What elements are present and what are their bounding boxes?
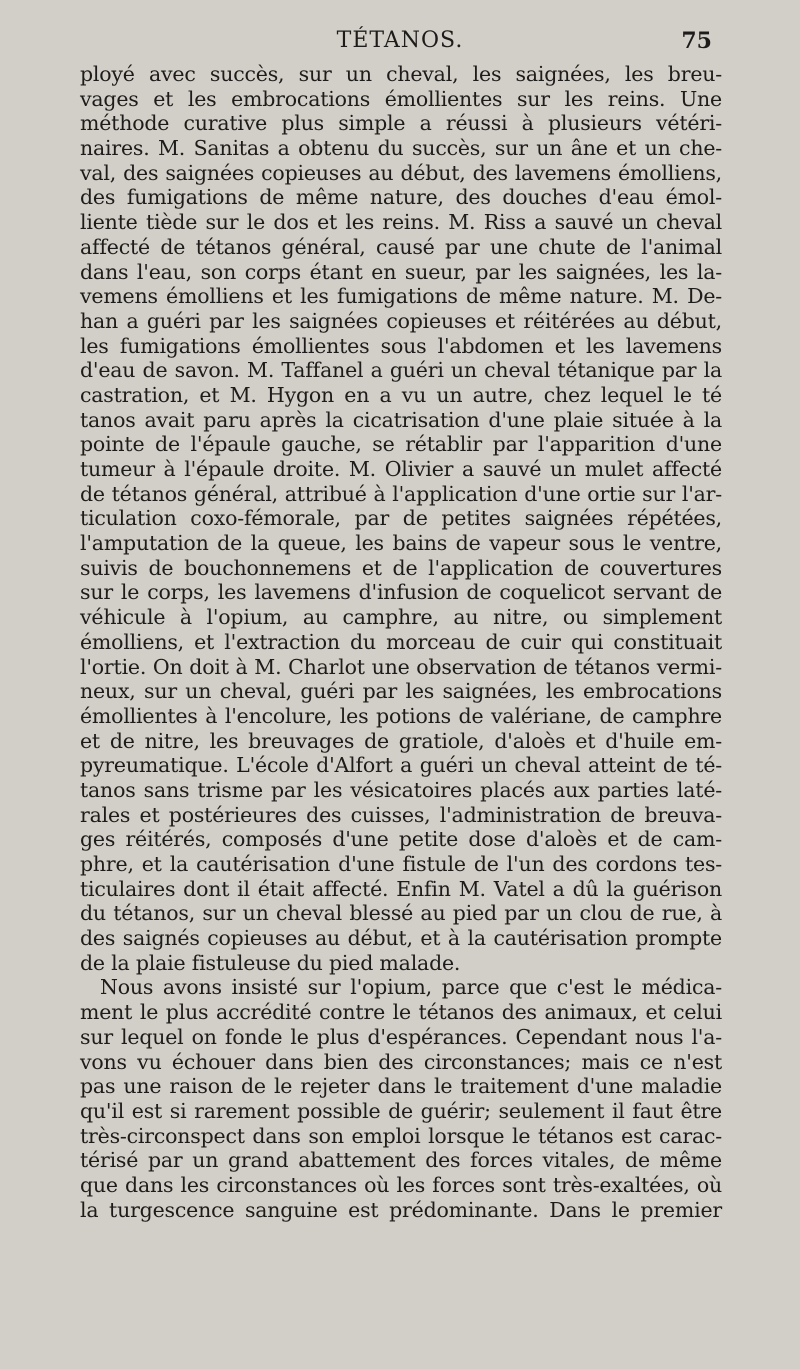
text-line: Nous avons insisté sur l'opium, parce que c'est le médica- xyxy=(100,975,722,1000)
text-line: l'amputation de la queue, les bains de vapeur sous le ventre, xyxy=(80,531,722,556)
text-line: vons vu échouer dans bien des circonstances; mais ce n'est xyxy=(80,1049,722,1074)
text-line: du tétanos, sur un cheval blessé au pied par un clou de rue, à xyxy=(80,901,722,926)
body-text xyxy=(80,62,722,1222)
text-line: ployé avec succès, sur un cheval, les saignées, les breu- xyxy=(80,62,722,86)
text-line: qu'il est si rarement possible de guérir; seulement il faut être xyxy=(80,1098,722,1123)
text-line: véhicule à l'opium, au camphre, au nitre, ou simplement xyxy=(80,605,722,630)
text-line: pyreumatique. L'école d'Alfort a guéri un cheval atteint de té- xyxy=(80,753,722,778)
text-line: affecté de tétanos général, causé par une chute de l'animal xyxy=(80,234,722,259)
text-line: dans l'eau, son corps étant en sueur, par les saignées, les la- xyxy=(80,259,722,284)
text-line: vages et les embrocations émollientes sur les reins. Une xyxy=(80,86,722,111)
running-title: TÉTANOS. xyxy=(336,28,464,53)
text-line: ticulaires dont il était affecté. Enfin M. Vatel a dû la guérison xyxy=(80,876,722,901)
text-line: térisé par un grand abattement des forces vitales, de même xyxy=(80,1148,722,1173)
text-line: neux, sur un cheval, guéri par les saignées, les embrocations xyxy=(80,679,722,704)
page-number: 75 xyxy=(681,28,712,54)
text-line: sur lequel on fonde le plus d'espérances. Cependant nous l'a- xyxy=(80,1024,722,1049)
text-line: l'ortie. On doit à M. Charlot une observation de tétanos vermi- xyxy=(80,654,722,679)
text-line: pas une raison de le rejeter dans le traitement d'une maladie xyxy=(80,1074,722,1099)
text-line: sur le corps, les lavemens d'infusion de coquelicot servant de xyxy=(80,580,722,605)
text-line: ges réitérés, composés d'une petite dose d'aloès et de cam- xyxy=(80,827,722,852)
text-line: de la plaie fistuleuse du pied malade. xyxy=(80,950,461,975)
text-line: que dans les circonstances où les forces sont très-exaltées, où xyxy=(80,1172,722,1197)
text-line: ment le plus accrédité contre le tétanos des animaux, et celui xyxy=(80,1000,722,1025)
text-line: vemens émolliens et les fumigations de même nature. M. De- xyxy=(80,284,722,309)
text-line: naires. M. Sanitas a obtenu du succès, sur un âne et un che- xyxy=(80,136,722,161)
text-line: tanos sans trisme par les vésicatoires placés aux parties laté- xyxy=(80,777,722,802)
text-line: et de nitre, les breuvages de gratiole, d'aloès et d'huile em- xyxy=(80,728,722,753)
text-line: rales et postérieures des cuisses, l'administration de breuva- xyxy=(80,802,722,827)
text-line: ticulation coxo-fémorale, par de petites saignées répétées, xyxy=(80,506,722,531)
text-line: les fumigations émollientes sous l'abdomen et les lavemens xyxy=(80,333,722,358)
text-line: des fumigations de même nature, des douches d'eau émol- xyxy=(80,185,722,210)
text-line: phre, et la cautérisation d'une fistule de l'un des cordons tes- xyxy=(80,852,722,876)
text-line: tumeur à l'épaule droite. M. Olivier a sauvé un mulet affecté xyxy=(80,457,722,481)
text-line: émollientes à l'encolure, les potions de valériane, de camphre xyxy=(80,703,722,728)
text-line: de tétanos général, attribué à l'application d'une ortie sur l'ar- xyxy=(80,481,722,506)
text-line: pointe de l'épaule gauche, se rétablir par l'apparition d'une xyxy=(80,432,722,457)
text-line: castration, et M. Hygon en a vu un autre, chez lequel le té xyxy=(80,382,722,407)
text-line: val, des saignées copieuses au début, des lavemens émolliens, xyxy=(80,160,722,185)
text-line: très-circonspect dans son emploi lorsque le tétanos est carac- xyxy=(80,1123,722,1148)
text-line: émolliens, et l'extraction du morceau de cuir qui constituait xyxy=(80,629,722,654)
text-line: d'eau de savon. M. Taffanel a guéri un cheval tétanique par la xyxy=(80,358,722,383)
text-line: méthode curative plus simple a réussi à plusieurs vétéri- xyxy=(80,111,722,136)
text-line: la turgescence sanguine est prédominante. Dans le premier xyxy=(80,1197,722,1222)
text-line: liente tiède sur le dos et les reins. M. Riss a sauvé un cheval xyxy=(80,210,722,235)
text-line: tanos avait paru après la cicatrisation d'une plaie située à la xyxy=(80,407,722,432)
page-header xyxy=(80,28,720,58)
text-line: des saignés copieuses au début, et à la cautérisation prompte xyxy=(80,926,722,951)
text-line: suivis de bouchonnemens et de l'application de couvertures xyxy=(80,555,722,580)
text-line: han a guéri par les saignées copieuses et réitérées au début, xyxy=(80,308,722,333)
